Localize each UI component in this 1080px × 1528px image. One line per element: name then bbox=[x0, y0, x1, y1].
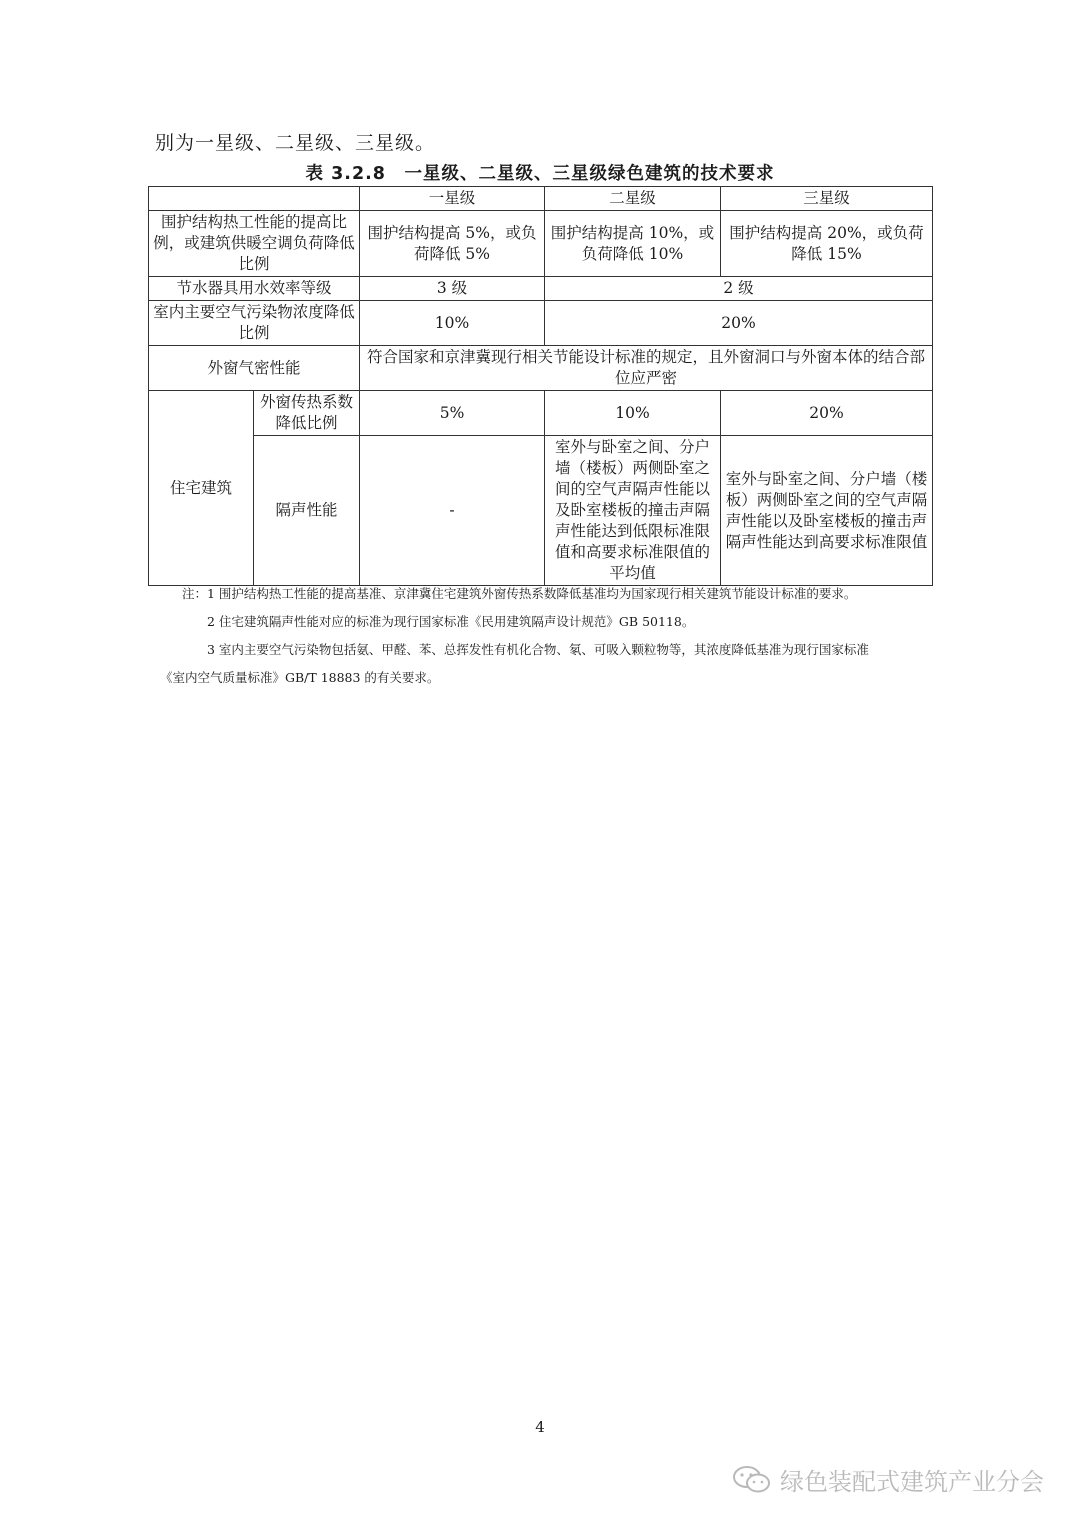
table-caption: 表 3.2.8 一星级、二星级、三星级绿色建筑的技术要求 bbox=[305, 164, 775, 184]
note-3-continued: 《室内空气质量标准》GB/T 18883 的有关要求。 bbox=[160, 670, 440, 685]
table-notes bbox=[160, 580, 930, 692]
envelope-star3: 围护结构提高 20%，或负荷降低 15% bbox=[721, 211, 933, 277]
water-star1: 3 级 bbox=[360, 277, 545, 301]
water-label: 节水器具用水效率等级 bbox=[149, 277, 360, 301]
table-row-window-heat bbox=[149, 391, 933, 436]
requirements-table bbox=[148, 186, 933, 586]
envelope-star1: 围护结构提高 5%，或负荷降低 5% bbox=[360, 211, 545, 277]
note-3: 3 室内主要空气污染物包括氨、甲醛、苯、总挥发性有机化合物、氡、可吸入颗粒物等，其浓度降低基准为现行国家标准 bbox=[207, 642, 869, 657]
intro-text: 别为一星级、二星级、三星级。 bbox=[155, 132, 436, 154]
air-star23: 20% bbox=[545, 301, 933, 346]
header-empty-cell bbox=[149, 187, 360, 211]
window-airtight-value: 符合国家和京津冀现行相关节能设计标准的规定，且外窗洞口与外窗本体的结合部位应严密 bbox=[360, 346, 933, 391]
air-label: 室内主要空气污染物浓度降低比例 bbox=[149, 301, 360, 346]
header-star3: 三星级 bbox=[721, 187, 933, 211]
wechat-icon bbox=[732, 1465, 772, 1495]
header-star1: 一星级 bbox=[360, 187, 545, 211]
sound-star1: - bbox=[360, 436, 545, 586]
window-heat-star3: 20% bbox=[721, 391, 933, 436]
air-star1: 10% bbox=[360, 301, 545, 346]
window-airtight-label: 外窗气密性能 bbox=[149, 346, 360, 391]
envelope-star2: 围护结构提高 10%，或负荷降低 10% bbox=[545, 211, 721, 277]
page-number: 4 bbox=[535, 1418, 545, 1436]
water-star23: 2 级 bbox=[545, 277, 933, 301]
table-row-envelope bbox=[149, 211, 933, 277]
table-row-sound bbox=[149, 436, 933, 586]
watermark bbox=[732, 1462, 1044, 1497]
window-heat-label: 外窗传热系数降低比例 bbox=[254, 391, 360, 436]
header-star2: 二星级 bbox=[545, 187, 721, 211]
note-2: 2 住宅建筑隔声性能对应的标准为现行国家标准《民用建筑隔声设计规范》GB 50118。 bbox=[207, 614, 695, 629]
envelope-label: 围护结构热工性能的提高比例，或建筑供暖空调负荷降低比例 bbox=[149, 211, 360, 277]
sound-star2: 室外与卧室之间、分户墙（楼板）两侧卧室之间的空气声隔声性能以及卧室楼板的撞击声隔声性能达到低限标准限值和高要求标准限值的平均值 bbox=[545, 436, 721, 586]
sound-label: 隔声性能 bbox=[254, 436, 360, 586]
sound-star3: 室外与卧室之间、分户墙（楼板）两侧卧室之间的空气声隔声性能以及卧室楼板的撞击声隔声性能达到高要求标准限值 bbox=[721, 436, 933, 586]
residential-label: 住宅建筑 bbox=[149, 391, 254, 586]
window-heat-star2: 10% bbox=[545, 391, 721, 436]
table-row-window-airtight bbox=[149, 346, 933, 391]
table-header-row bbox=[149, 187, 933, 211]
watermark-text: 绿色装配式建筑产业分会 bbox=[780, 1468, 1044, 1496]
window-heat-star1: 5% bbox=[360, 391, 545, 436]
table-row-water bbox=[149, 277, 933, 301]
note-1: 注：1 围护结构热工性能的提高基准、京津冀住宅建筑外窗传热系数降低基准均为国家现行相关建筑节能设计标准的要求。 bbox=[182, 586, 857, 601]
table-row-air bbox=[149, 301, 933, 346]
